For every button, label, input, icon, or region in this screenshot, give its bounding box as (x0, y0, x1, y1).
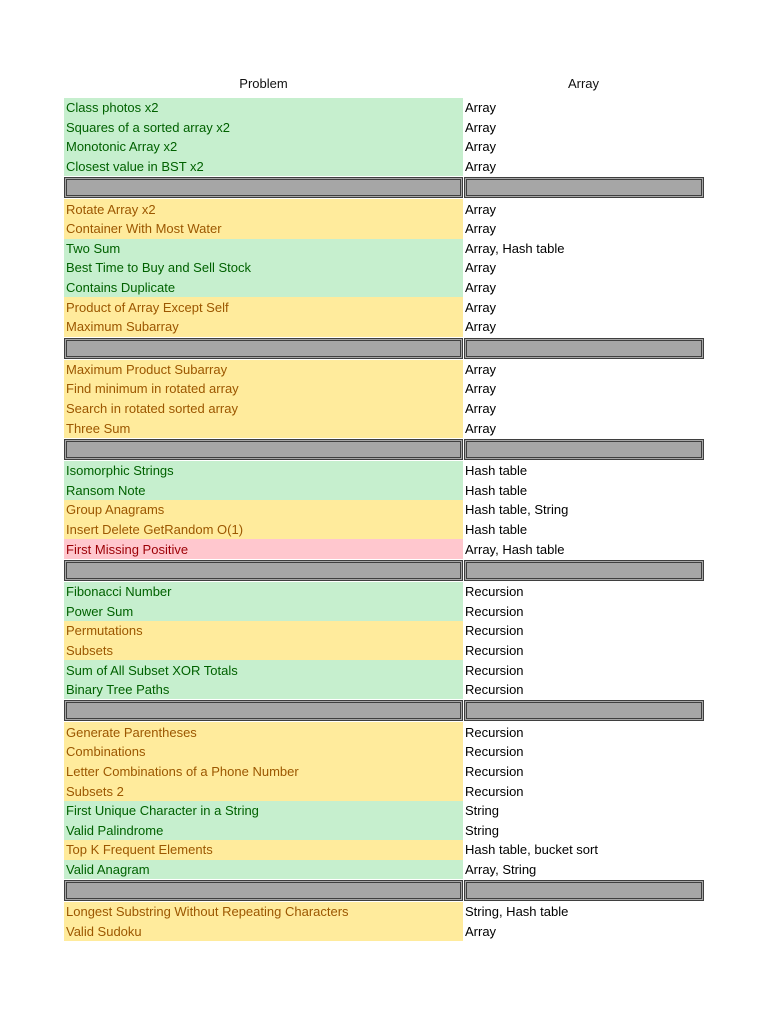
topic-cell[interactable]: Array (465, 260, 497, 276)
table-row[interactable] (64, 219, 704, 239)
problem-cell[interactable]: Monotonic Array x2 (64, 137, 463, 157)
separator-cell[interactable] (464, 880, 704, 901)
table-row[interactable] (64, 860, 704, 880)
table-row[interactable] (64, 278, 704, 298)
problem-cell[interactable]: Best Time to Buy and Sell Stock (64, 258, 463, 278)
table-row[interactable] (64, 317, 704, 337)
separator-cell[interactable] (64, 338, 463, 359)
table-row[interactable] (64, 539, 704, 559)
topic-cell[interactable]: Array (465, 159, 497, 175)
topic-cell[interactable]: Array (465, 280, 497, 296)
topic-cell[interactable]: Hash table, bucket sort (465, 842, 598, 858)
topic-cell[interactable]: Recursion (465, 662, 524, 678)
table-row[interactable] (64, 399, 704, 419)
separator-cell[interactable] (464, 560, 704, 581)
topic-cell[interactable]: Array (465, 924, 497, 940)
table-row[interactable] (64, 297, 704, 317)
table-row[interactable] (64, 500, 704, 520)
topic-cell[interactable]: Recursion (465, 724, 524, 740)
topic-cell[interactable]: String, Hash table (465, 904, 569, 920)
table-row[interactable] (64, 461, 704, 481)
topic-cell[interactable]: Array (465, 100, 497, 116)
problem-cell[interactable]: Binary Tree Paths (64, 680, 463, 700)
problem-cell[interactable]: Top K Frequent Elements (64, 840, 463, 860)
problem-cell[interactable]: Find minimum in rotated array (64, 379, 463, 399)
problem-cell[interactable]: Power Sum (64, 601, 463, 621)
topic-cell[interactable]: Array (465, 381, 497, 397)
problem-cell[interactable]: First Unique Character in a String (64, 801, 463, 821)
problem-cell[interactable]: Permutations (64, 621, 463, 641)
problem-cell[interactable]: Ransom Note (64, 481, 463, 501)
problem-cell[interactable]: Fibonacci Number (64, 582, 463, 602)
topic-cell[interactable]: Recursion (465, 783, 524, 799)
table-row[interactable] (64, 660, 704, 680)
problem-cell[interactable]: Valid Anagram (64, 860, 463, 880)
table-row[interactable] (64, 199, 704, 219)
group-separator-row (64, 880, 704, 901)
topic-cell[interactable]: Recursion (465, 744, 524, 760)
table-row[interactable] (64, 157, 704, 177)
topic-cell[interactable]: Array (465, 319, 497, 335)
problem-cell[interactable]: Search in rotated sorted array (64, 399, 463, 419)
topic-cell[interactable]: Array (465, 361, 497, 377)
problem-sheet (64, 70, 704, 941)
problem-column-header[interactable]: Problem (239, 75, 288, 91)
topic-cell[interactable]: Recursion (465, 642, 524, 658)
table-row[interactable] (64, 239, 704, 259)
table-row[interactable] (64, 781, 704, 801)
problem-cell[interactable]: Squares of a sorted array x2 (64, 118, 463, 138)
topic-cell[interactable]: Array (465, 201, 497, 217)
table-row[interactable] (64, 641, 704, 661)
topic-cell[interactable]: String (465, 803, 499, 819)
group-separator-row (64, 177, 704, 198)
separator-cell[interactable] (64, 177, 463, 198)
group-separator-row (64, 560, 704, 581)
problem-cell[interactable]: Longest Substring Without Repeating Characters (64, 902, 463, 922)
group-separator-row (64, 439, 704, 460)
problem-cell[interactable]: Generate Parentheses (64, 722, 463, 742)
topic-cell[interactable]: Array, Hash table (465, 541, 565, 557)
table-row[interactable] (64, 582, 704, 602)
topic-cell[interactable]: Array (465, 119, 497, 135)
table-row[interactable] (64, 360, 704, 380)
table-row[interactable] (64, 137, 704, 157)
problem-rows (64, 98, 704, 941)
problem-cell[interactable]: Insert Delete GetRandom O(1) (64, 520, 463, 540)
table-row[interactable] (64, 722, 704, 742)
topic-column-header[interactable]: Array (567, 75, 600, 91)
problem-cell[interactable]: Rotate Array x2 (64, 199, 463, 219)
topic-cell[interactable]: String (465, 822, 499, 838)
separator-cell[interactable] (464, 338, 704, 359)
problem-cell[interactable]: Class photos x2 (64, 98, 463, 118)
topic-cell[interactable]: Hash table (465, 482, 528, 498)
separator-cell[interactable] (64, 439, 463, 460)
table-row[interactable] (64, 902, 704, 922)
table-row[interactable] (64, 680, 704, 700)
problem-cell[interactable]: Valid Palindrome (64, 820, 463, 840)
topic-cell[interactable]: Array, Hash table (465, 240, 565, 256)
table-row[interactable] (64, 118, 704, 138)
problem-cell[interactable]: Subsets 2 (64, 781, 463, 801)
group-separator-row (64, 700, 704, 721)
separator-cell[interactable] (464, 439, 704, 460)
table-row[interactable] (64, 418, 704, 438)
topic-cell[interactable]: Array (465, 420, 497, 436)
table-row[interactable] (64, 258, 704, 278)
table-row[interactable] (64, 762, 704, 782)
topic-cell[interactable]: Recursion (465, 763, 524, 779)
table-row[interactable] (64, 840, 704, 860)
group-separator-row (64, 338, 704, 359)
topic-cell[interactable]: Hash table (465, 463, 528, 479)
table-row[interactable] (64, 601, 704, 621)
separator-cell[interactable] (64, 560, 463, 581)
topic-cell[interactable]: Array (465, 401, 497, 417)
problem-cell[interactable]: Maximum Subarray (64, 317, 463, 337)
topic-cell[interactable]: Recursion (465, 603, 524, 619)
topic-cell[interactable]: Recursion (465, 623, 524, 639)
table-row[interactable] (64, 742, 704, 762)
topic-cell[interactable]: Array (465, 299, 497, 315)
problem-cell[interactable]: Three Sum (64, 418, 463, 438)
problem-cell[interactable]: Group Anagrams (64, 500, 463, 520)
separator-cell[interactable] (464, 177, 704, 198)
problem-cell[interactable]: Valid Sudoku (64, 922, 463, 942)
problem-cell[interactable]: Product of Array Except Self (64, 297, 463, 317)
topic-cell[interactable]: Hash table, String (465, 502, 569, 518)
problem-cell[interactable]: Isomorphic Strings (64, 461, 463, 481)
table-row[interactable] (64, 922, 704, 942)
topic-cell[interactable]: Array, String (465, 861, 537, 877)
topic-cell[interactable]: Array (465, 221, 497, 237)
problem-cell[interactable]: Two Sum (64, 239, 463, 259)
separator-cell[interactable] (464, 700, 704, 721)
table-row[interactable] (64, 801, 704, 821)
table-row[interactable] (64, 621, 704, 641)
problem-cell[interactable]: Combinations (64, 742, 463, 762)
problem-cell[interactable]: Container With Most Water (64, 219, 463, 239)
table-row[interactable] (64, 820, 704, 840)
problem-cell[interactable]: Contains Duplicate (64, 278, 463, 298)
topic-cell[interactable]: Recursion (465, 584, 524, 600)
problem-cell[interactable]: First Missing Positive (64, 539, 463, 559)
table-row[interactable] (64, 379, 704, 399)
topic-cell[interactable]: Recursion (465, 682, 524, 698)
separator-cell[interactable] (64, 880, 463, 901)
problem-cell[interactable]: Maximum Product Subarray (64, 360, 463, 380)
problem-cell[interactable]: Closest value in BST x2 (64, 157, 463, 177)
table-row[interactable] (64, 98, 704, 118)
table-row[interactable] (64, 481, 704, 501)
header-row (64, 70, 704, 96)
problem-cell[interactable]: Subsets (64, 641, 463, 661)
table-row[interactable] (64, 520, 704, 540)
problem-cell[interactable]: Sum of All Subset XOR Totals (64, 660, 463, 680)
topic-cell[interactable]: Array (465, 139, 497, 155)
problem-cell[interactable]: Letter Combinations of a Phone Number (64, 762, 463, 782)
topic-cell[interactable]: Hash table (465, 521, 528, 537)
separator-cell[interactable] (64, 700, 463, 721)
